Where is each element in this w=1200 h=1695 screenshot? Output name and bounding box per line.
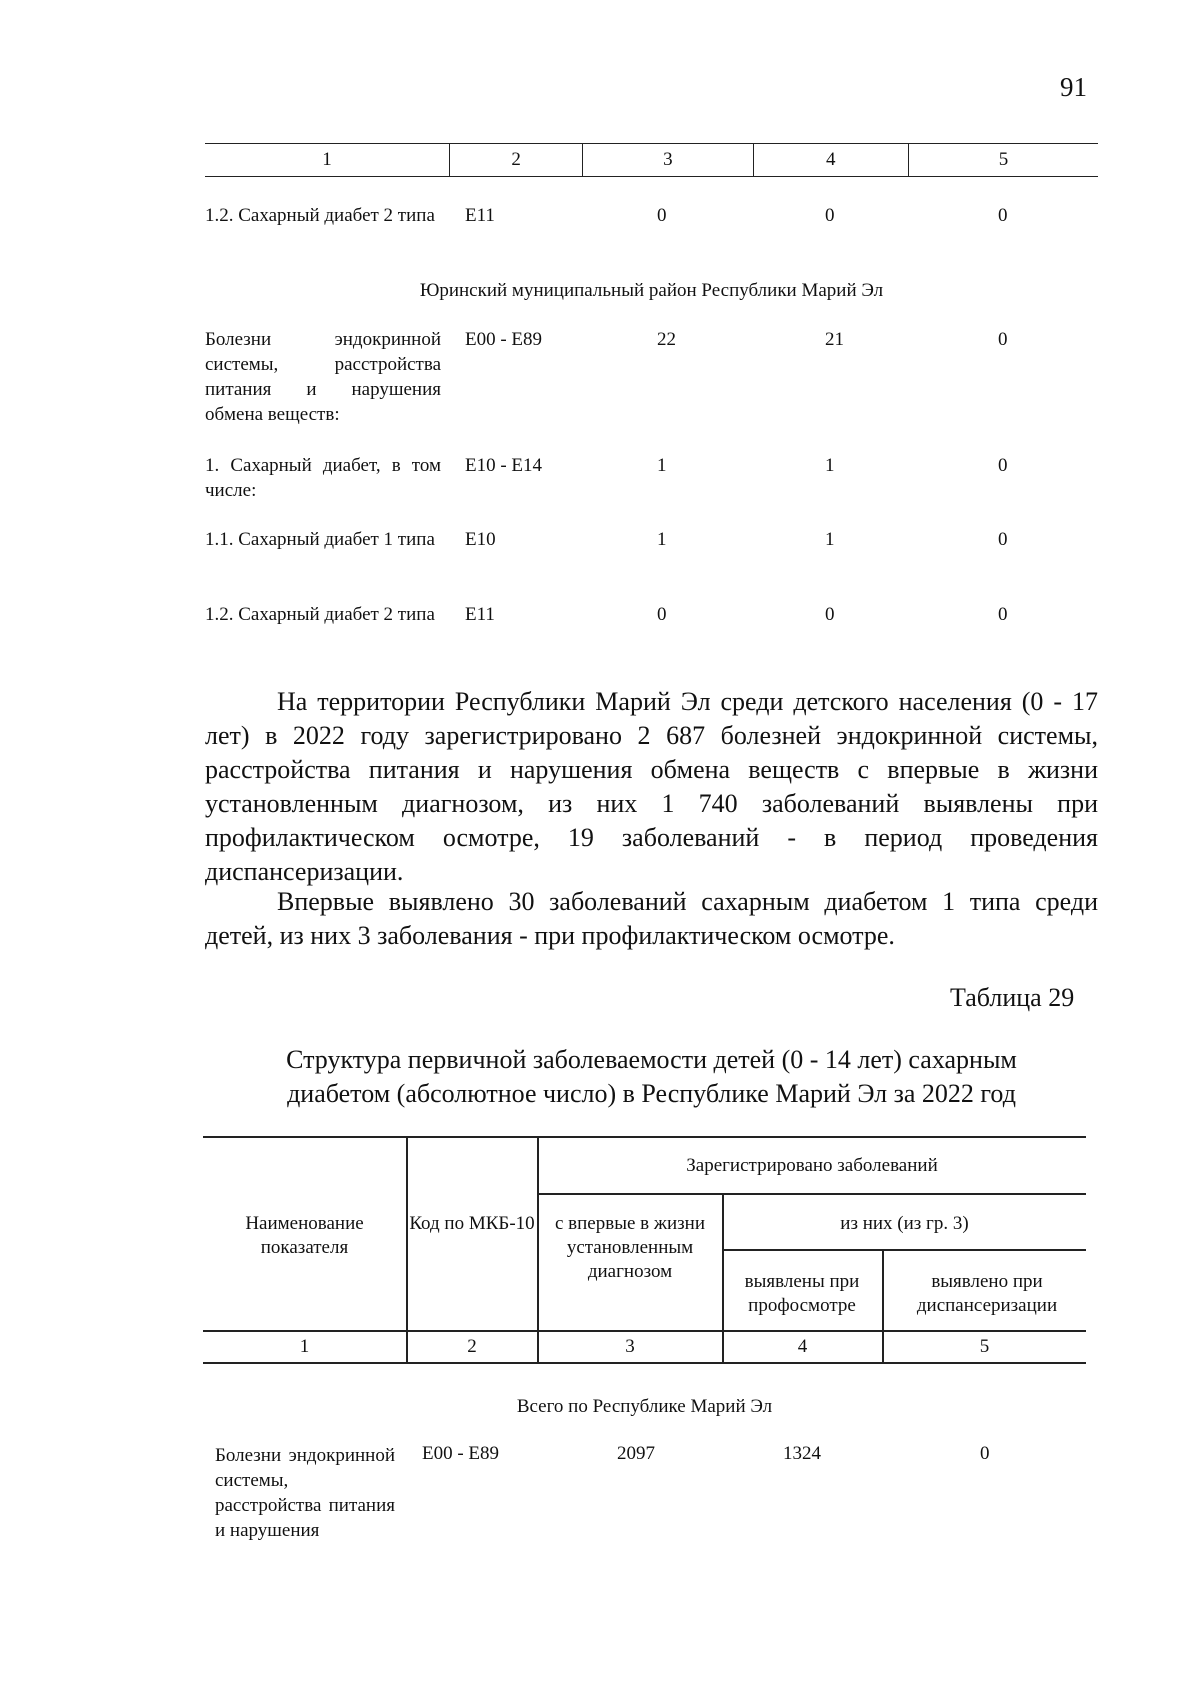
header-indicator-name: Наименование показателя [245, 1213, 364, 1258]
row-value-3: 1 [657, 455, 667, 476]
table-title [205, 1043, 1098, 1111]
column-number: 5 [998, 149, 1009, 170]
table-row [205, 203, 1098, 228]
column-number: 2 [467, 1336, 477, 1357]
row-value-3: 0 [657, 205, 667, 226]
column-number: 4 [754, 144, 909, 176]
row-name: Болезни эндокринной системы, расстройства питания и нарушения [215, 1445, 395, 1541]
column-number: 4 [797, 1336, 808, 1357]
column-number: 5 [979, 1336, 990, 1357]
header-of-them: из них (из гр. 3) [840, 1213, 969, 1234]
column-number: 3 [583, 144, 753, 176]
row-value-5: 0 [998, 604, 1008, 625]
table-row [205, 453, 1098, 503]
district-section-title: Юринский муниципальный район Республики Марий Эл [419, 280, 884, 301]
row-name: 1. Сахарный диабет, в том числе: [205, 455, 441, 501]
row-value-4: 0 [825, 205, 835, 226]
row-value-5: 0 [980, 1443, 990, 1464]
republic-section-title: Всего по Республике Марий Эл [516, 1396, 773, 1417]
row-value-3: 0 [657, 604, 667, 625]
column-number: 2 [450, 144, 583, 176]
row-value-5: 0 [998, 455, 1008, 476]
header-dispensary: выявлено при диспансеризации [916, 1271, 1058, 1316]
column-number: 3 [625, 1336, 635, 1357]
table-title-line: диабетом (абсолютное число) в Республике Марий Эл за 2022 год [287, 1079, 1016, 1108]
table-label: Таблица 29 [950, 983, 1075, 1012]
row-code: E10 [465, 529, 496, 550]
table-row [205, 327, 1098, 427]
row-value-4: 1 [825, 455, 835, 476]
header-first-diagnosed: с впервые в жизни установленным диагнозом [554, 1213, 706, 1282]
body-paragraph [205, 685, 1098, 889]
table29-header [203, 1136, 1086, 1364]
row-value-4: 0 [825, 604, 835, 625]
row-code: E00 - E89 [465, 329, 543, 350]
table-title-line: Структура первичной заболеваемости детей (0 - 14 лет) сахарным [286, 1045, 1017, 1074]
paragraph-text: На территории Республики Марий Эл среди детского населения (0 - 17 лет) в 2022 году зарегистрировано 2 687 болезней эндокринной системы, расстройства питания и нарушения обмена веществ с впервые в жизни установленным диагнозом, из них 1 740 заболеваний выявлены при профилактическом осмотре, 19 заболеваний - в период проведения диспансеризации. [205, 687, 1098, 886]
column-number: 1 [205, 144, 450, 176]
table-row [205, 527, 1098, 552]
row-name: 1.2. Сахарный диабет 2 типа [205, 205, 435, 226]
row-code: E00 - E89 [422, 1443, 500, 1464]
header-registered: Зарегистрировано заболеваний [686, 1155, 938, 1176]
row-code: E10 - E14 [465, 455, 543, 476]
row-code: E11 [465, 205, 495, 226]
paragraph-text: Впервые выявлено 30 заболеваний сахарным диабетом 1 типа среди детей, из них 3 заболевания - при профилактическом осмотре. [205, 887, 1098, 950]
row-value-3: 1 [657, 529, 667, 550]
header-icd-code: Код по МКБ-10 [409, 1213, 535, 1234]
row-value-5: 0 [998, 529, 1008, 550]
row-value-4: 1324 [783, 1443, 821, 1464]
row-name: Болезни эндокринной системы, расстройства питания и нарушения обмена веществ: [205, 329, 441, 425]
row-value-4: 21 [825, 329, 844, 350]
page-number: 91 [1060, 72, 1087, 102]
header-checkup: выявлены при профосмотре [744, 1271, 860, 1316]
body-paragraph [205, 885, 1098, 953]
row-value-5: 0 [998, 329, 1008, 350]
column-number: 1 [299, 1336, 310, 1357]
row-code: E11 [465, 604, 495, 625]
row-name: 1.2. Сахарный диабет 2 типа [205, 604, 435, 625]
continued-table-header [205, 143, 1098, 177]
table-row [205, 602, 1098, 627]
row-name: 1.1. Сахарный диабет 1 типа [205, 529, 435, 550]
row-value-4: 1 [825, 529, 835, 550]
row-value-3: 2097 [617, 1443, 655, 1464]
row-value-3: 22 [657, 329, 676, 350]
row-value-5: 0 [998, 205, 1008, 226]
